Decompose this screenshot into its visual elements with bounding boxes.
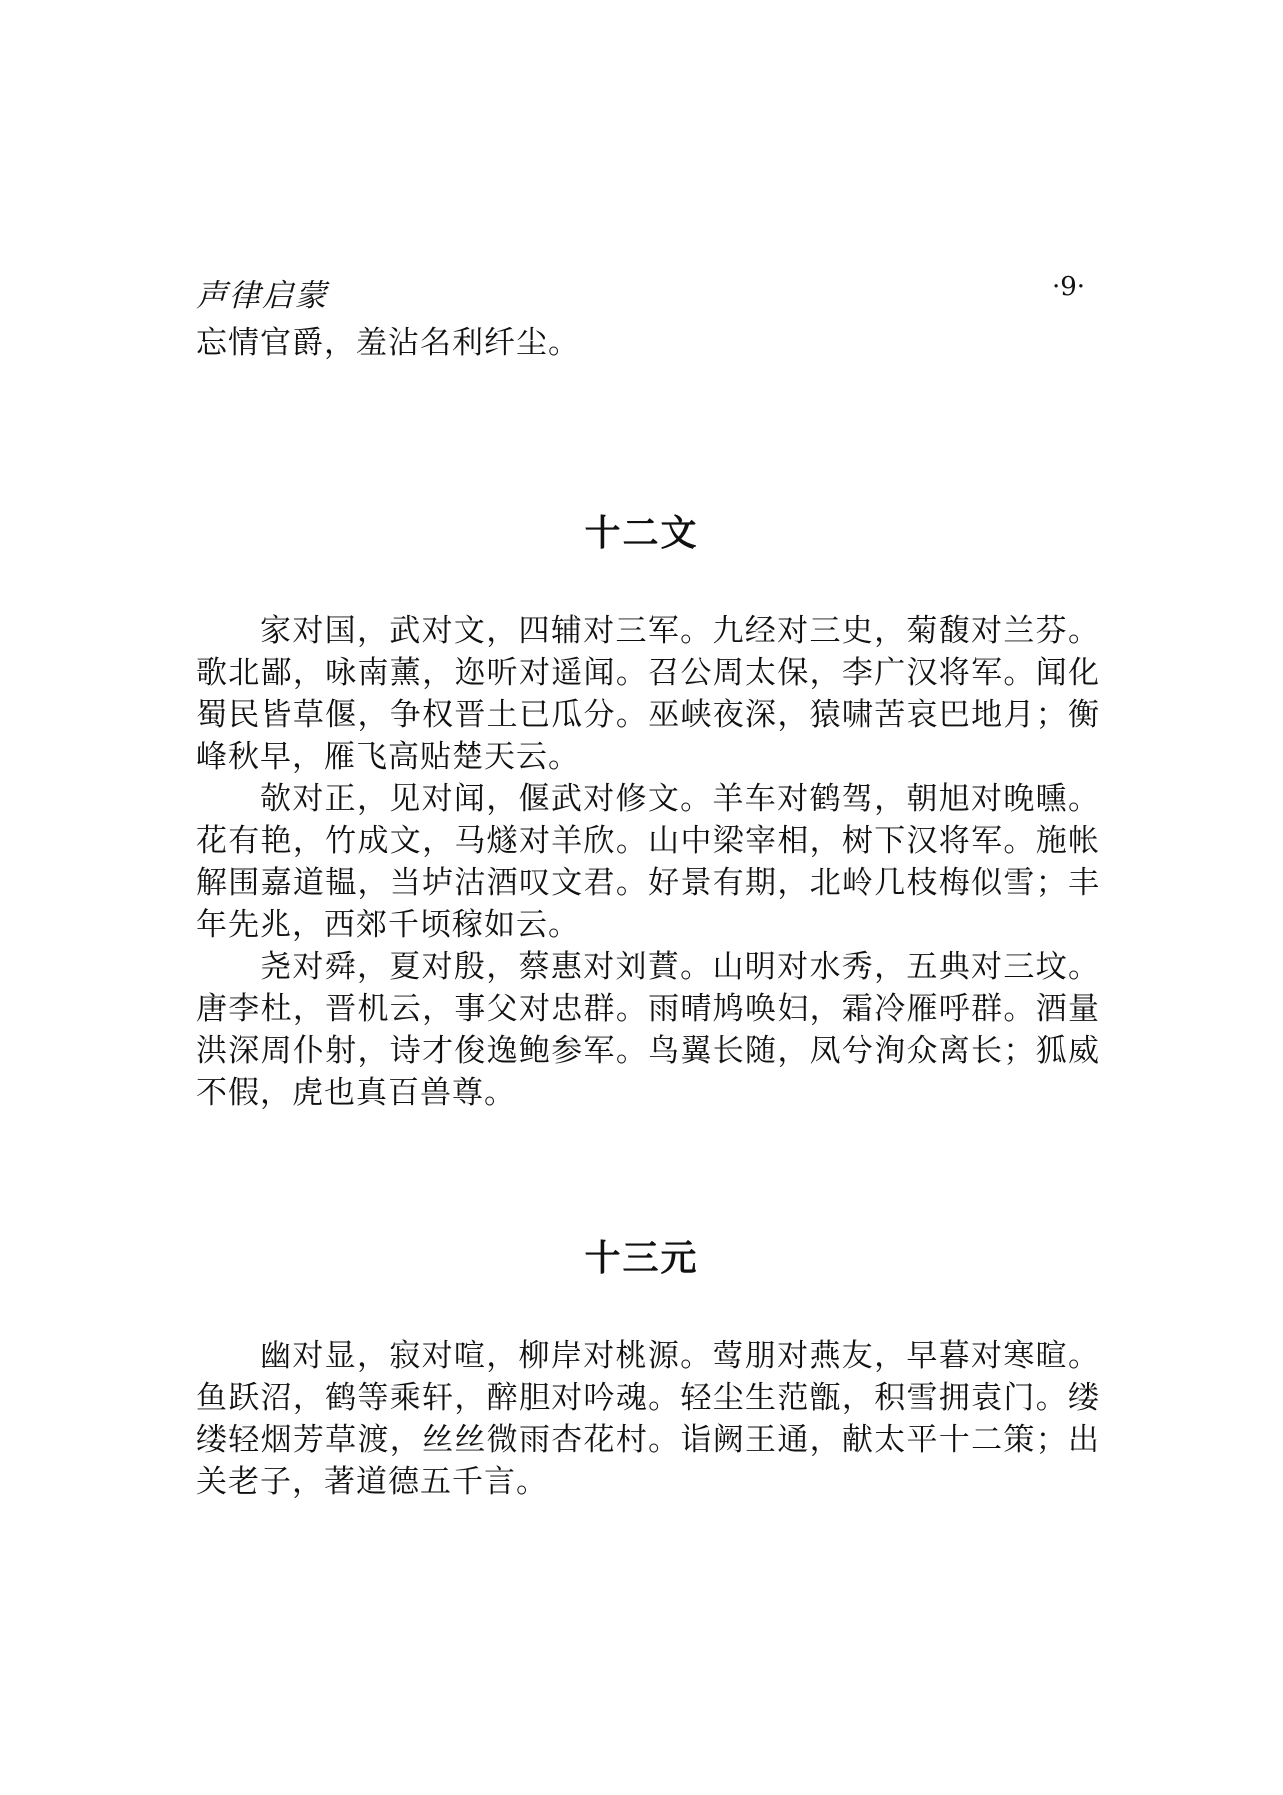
continuation-text: 忘情官爵，羞沾名利纤尘。 — [196, 325, 580, 361]
page-number: ·9· — [1052, 272, 1086, 302]
verse-paragraph: 尧对舜，夏对殷，蔡惠对刘蕡。山明对水秀，五典对三坟。唐李杜，晋机云，事父对忠群。雨晴鸠唤妇，霜冷雁呼群。酒量洪深周仆射，诗才俊逸鲍参军。鸟翼长随，凤兮洵众离长；狐威不假，虎也真百兽尊。 — [196, 949, 1100, 1111]
verse-paragraph: 家对国，武对文，四辅对三军。九经对三史，菊馥对兰芬。歌北鄙，咏南薰，迩听对遥闻。召公周太保，李广汉将军。闻化蜀民皆草偃，争权晋土已瓜分。巫峡夜深，猿啸苦哀巴地月；衡峰秋早，雁飞高贴楚天云。 — [196, 613, 1100, 775]
running-title: 声律启蒙 — [196, 278, 328, 314]
section-title-shisan-yuan: 十三元 — [584, 1238, 699, 1279]
section-body-shier-wen — [196, 610, 1100, 1114]
verse-paragraph: 幽对显，寂对喧，柳岸对桃源。莺朋对燕友，早暮对寒暄。鱼跃沼，鹤等乘轩，醉胆对吟魂。轻尘生范甑，积雪拥袁门。缕缕轻烟芳草渡，丝丝微雨杏花村。诣阙王通，献太平十二策；出关老子，著道德五千言。 — [196, 1338, 1100, 1500]
section-body-shisan-yuan — [196, 1335, 1100, 1503]
section-title-shier-wen: 十二文 — [584, 513, 699, 554]
continuation-block — [196, 322, 1100, 364]
verse-paragraph: 欹对正，见对闻，偃武对修文。羊车对鹤驾，朝旭对晚曛。花有艳，竹成文，马燧对羊欣。山中梁宰相，树下汉将军。施帐解围嘉道韫，当垆沽酒叹文君。好景有期，北岭几枝梅似雪；丰年先兆，西郊千顷稼如云。 — [196, 781, 1100, 943]
